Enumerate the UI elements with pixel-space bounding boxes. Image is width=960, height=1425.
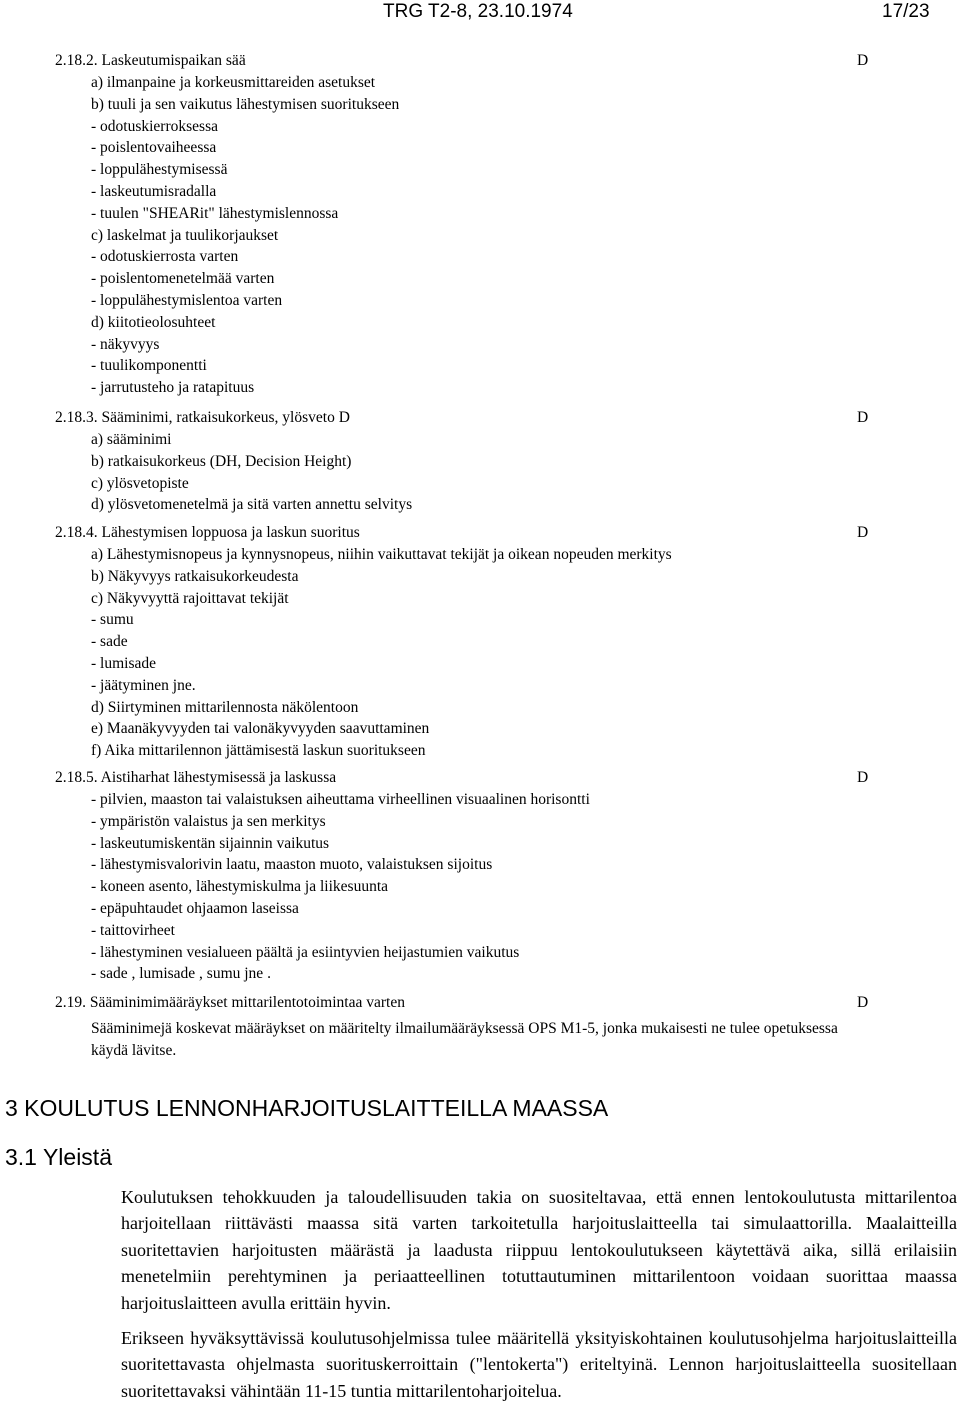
section-title: 2.18.5. Aistiharhat lähestymisessä ja laskussa xyxy=(55,769,337,786)
list-item: a) ilmanpaine ja korkeusmittareiden asetukset xyxy=(91,74,376,91)
list-item: - laskeutumiskentän sijainnin vaikutus xyxy=(91,834,330,852)
body-paragraph: Koulutuksen tehokkuuden ja taloudellisuuden takia on suositeltavaa, että ennen lentokoulutusta mittarilentoa harjoitellaan riittävästi maassa sitä varten tarkoitetulla harjoituslaitteella tai simulaattorilla. Maalaitteilla suoritettavien harjoitusten määrästä ja laadusta riippuu lentokoulutukseen käytettävä aika, sillä erilaisiin menetelmiin perehtyminen ja periaatteellinen totuttautuminen mittarilentoon voidaan suorittaa maassa harjoituslaitteen avulla erittäin hyvin. xyxy=(121,1187,957,1313)
section-2-18-3 xyxy=(0,407,960,516)
list-item: e) Maanäkyvyyden tai valonäkyvyyden saavuttaminen xyxy=(91,720,430,738)
list-item: d) ylösvetomenetelmä ja sitä varten annettu selvitys xyxy=(91,496,413,514)
list-item: b) tuuli ja sen vaikutus lähestymisen suoritukseen xyxy=(91,95,400,113)
section-marker: D xyxy=(857,524,869,541)
section-items xyxy=(91,544,960,762)
list-item: - jarrutusteho ja ratapituus xyxy=(91,379,255,397)
list-item: - epäpuhtaudet ohjaamon laseissa xyxy=(91,899,299,917)
section-title: 2.18.3. Sääminimi, ratkaisukorkeus, ylösveto D xyxy=(55,409,350,426)
list-item: f) Aika mittarilennon jättämisestä laskun suoritukseen xyxy=(91,742,426,760)
list-item: a) Lähestymisnopeus ja kynnysnopeus, niihin vaikuttavat tekijät ja oikean nopeuden merkitys xyxy=(91,546,672,563)
list-item: - poislentomenetelmää varten xyxy=(91,270,275,288)
section-2-18-2 xyxy=(0,50,960,399)
chapter-subheading: 3.1 Yleistä xyxy=(5,1144,112,1170)
list-item: - ympäristön valaistus ja sen merkitys xyxy=(91,812,326,830)
list-item: - odotuskierroksessa xyxy=(91,117,218,135)
page-header xyxy=(0,0,960,26)
list-item: - tuulikomponentti xyxy=(91,357,207,375)
list-item: - loppulähestymisessä xyxy=(91,161,228,179)
section-items xyxy=(91,72,960,399)
document-reference: TRG T2-8, 23.10.1974 xyxy=(383,1,573,22)
list-item: c) laskelmat ja tuulikorjaukset xyxy=(91,226,279,244)
list-item: c) Näkyvyyttä rajoittavat tekijät xyxy=(91,589,289,607)
list-item: b) Näkyvyys ratkaisukorkeudesta xyxy=(91,567,299,585)
list-item: - laskeutumisradalla xyxy=(91,182,217,200)
list-item: - pilvien, maaston tai valaistuksen aiheuttama virheellinen visuaalinen horisontti xyxy=(91,791,590,808)
list-item: - sade xyxy=(91,633,128,651)
body-paragraph: Erikseen hyväksyttävissä koulutusohjelmissa tulee määritellä yksityiskohtainen koulutusohjelma harjoituslaitteilla suoritettavasta ohjelmasta suorituskerroittain ("lentokerta") eriteltyinä. Lennon harjoituslaitteella suositellaan suoritettavaksi vähintään 11-15 tuntia mittarilentoharjoitelua. xyxy=(121,1328,957,1401)
section-2-19 xyxy=(0,992,960,1062)
page-number: 17/23 xyxy=(882,1,930,22)
list-item: d) Siirtyminen mittarilennosta näkölentoon xyxy=(91,698,359,716)
list-item: - koneen asento, lähestymiskulma ja liikesuunta xyxy=(91,878,389,896)
list-item: a) sääminimi xyxy=(91,431,172,448)
section-items xyxy=(91,789,960,985)
list-item: - loppulähestymislentoa varten xyxy=(91,291,283,309)
section-marker: D xyxy=(857,52,869,69)
list-item: - jäätyminen jne. xyxy=(91,676,196,694)
list-item: - näkyvyys xyxy=(91,335,160,353)
section-title: 2.18.2. Laskeutumispaikan sää xyxy=(55,52,246,69)
section-marker: D xyxy=(857,409,869,426)
section-2-18-5 xyxy=(0,767,960,985)
chapter-heading: 3 KOULUTUS LENNONHARJOITUSLAITTEILLA MAASSA xyxy=(5,1095,609,1121)
list-item: - sumu xyxy=(91,611,134,629)
list-item: - lähestyminen vesialueen päältä ja esiintyvien heijastumien vaikutus xyxy=(91,943,520,961)
list-item: - taittovirheet xyxy=(91,921,175,939)
section-marker: D xyxy=(857,769,869,786)
section-marker: D xyxy=(857,994,869,1011)
list-item: - sade , lumisade , sumu jne . xyxy=(91,965,271,983)
section-title: 2.19. Sääminimimääräykset mittarilentotoimintaa varten xyxy=(55,994,405,1011)
section-items xyxy=(91,429,960,516)
section-title: 2.18.4. Lähestymisen loppuosa ja laskun suoritus xyxy=(55,524,360,541)
list-item: c) ylösvetopiste xyxy=(91,474,189,492)
section-2-18-4 xyxy=(0,522,960,762)
list-item: - lähestymisvalorivin laatu, maaston muoto, valaistuksen sijoitus xyxy=(91,856,493,874)
list-item: - poislentovaiheessa xyxy=(91,139,217,157)
section-paragraph: Sääminimejä koskevat määräykset on määritelty ilmailumääräyksessä OPS M1-5, jonka mukaisesti ne tulee opetuksessa käydä lävitse. xyxy=(91,1020,838,1059)
list-item: b) ratkaisukorkeus (DH, Decision Height) xyxy=(91,452,352,470)
list-item: - odotuskierrosta varten xyxy=(91,248,239,266)
list-item: - lumisade xyxy=(91,654,156,672)
list-item: - tuulen "SHEARit" lähestymislennossa xyxy=(91,204,339,222)
list-item: d) kiitotieolosuhteet xyxy=(91,313,216,331)
